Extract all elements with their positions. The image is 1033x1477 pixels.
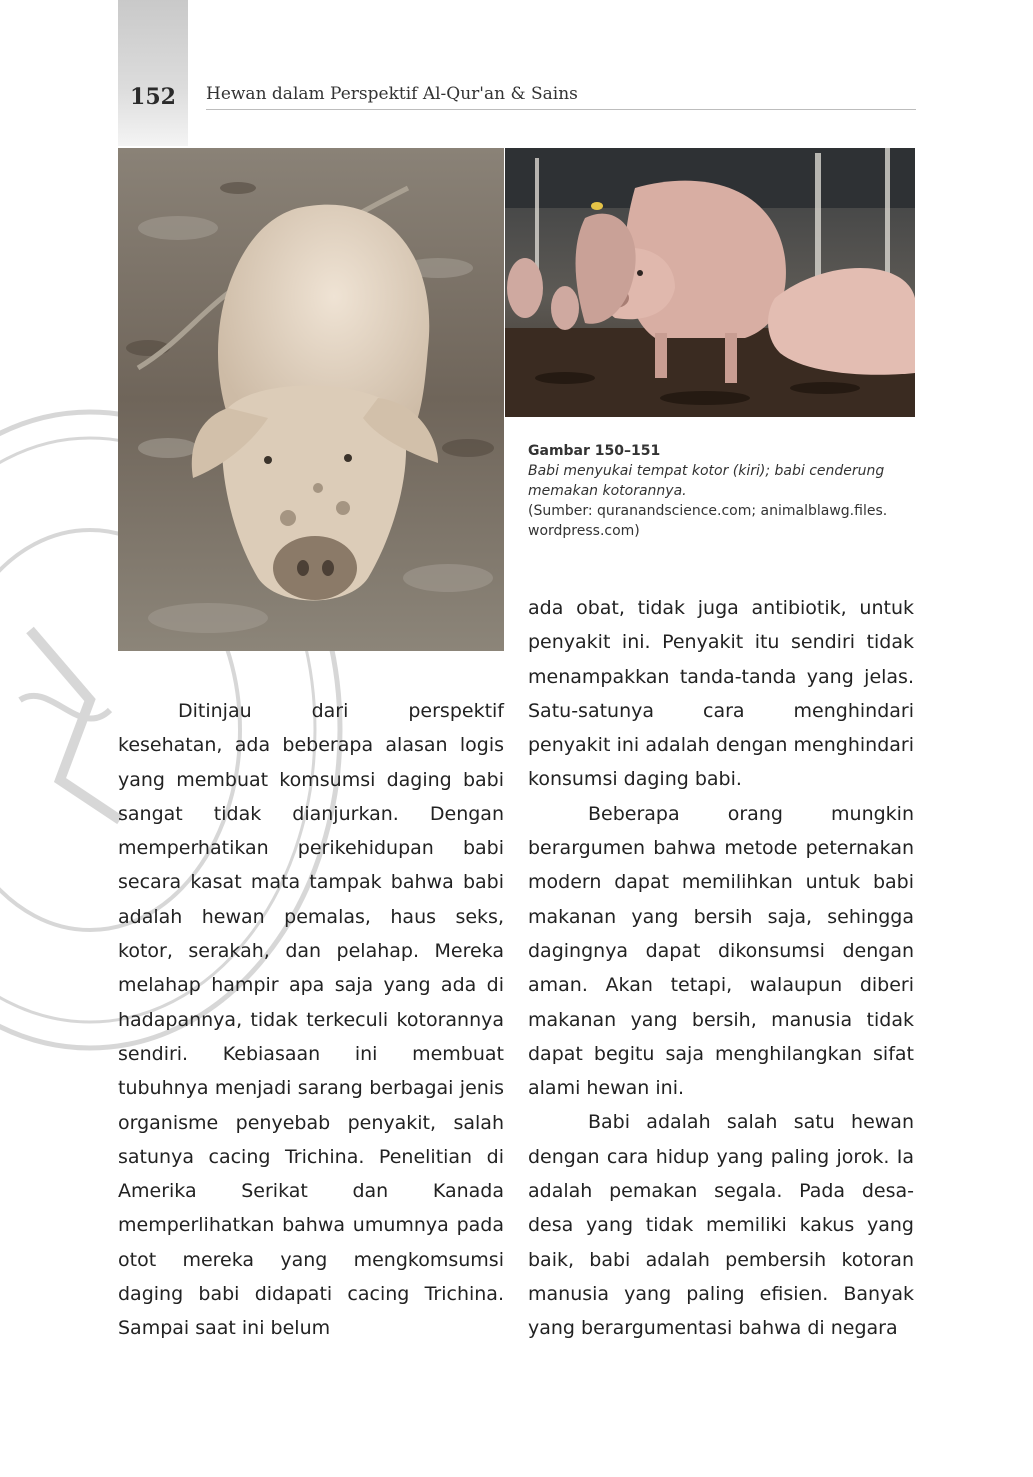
pig-in-mud-photo — [118, 148, 504, 651]
right-column — [528, 591, 914, 1346]
figure-caption — [528, 441, 918, 541]
running-title: Hewan dalam Perspektif Al-Qur'an & Sains — [206, 84, 578, 104]
pigs-in-barn-photo — [505, 148, 915, 417]
caption-title: Gambar 150–151 — [528, 443, 661, 459]
caption-text: Babi menyukai tempat kotor (kiri); babi cenderung memakan kotorannya. — [528, 463, 885, 499]
body-paragraph: Beberapa orang mungkin berargumen bahwa metode peternakan modern dapat memilihkan untuk babi makanan yang bersih saja, sehingga dagingnya dapat dikonsumsi dengan aman. Akan tetapi, walaupun diberi makanan yang bersih, manusia tidak dapat begitu saja menghilangkan sifat alami hewan ini. — [528, 802, 914, 1100]
left-column — [118, 694, 504, 1346]
body-paragraph: Babi adalah salah satu hewan dengan cara hidup yang paling jorok. Ia adalah pemakan segala. Pada desa-desa yang tidak memiliki kakus yang baik, babi adalah pembersih kotoran manusia yang paling efisien. Banyak yang berargumentasi bahwa di negara — [528, 1111, 914, 1340]
body-paragraph: Ditinjau dari perspektif kesehatan, ada beberapa alasan logis yang membuat komsumsi daging babi sangat tidak dianjurkan. Dengan memperhatikan perikehidupan babi secara kasat mata tampak bahwa babi adalah hewan pemalas, haus seks, kotor, serakah, dan pelahap. Mereka melahap hampir apa saja yang ada di hadapannya, tidak terkeculi kotorannya sendiri. Kebiasaan ini membuat tubuhnya menjadi sarang berbagai jenis organisme penyebab penyakit, salah satunya cacing Trichina. Penelitian di Amerika Serikat dan Kanada memperlihatkan bahwa umumnya pada otot mereka yang mengkomsumsi daging babi didapati cacing Trichina. Sampai saat ini belum — [118, 700, 504, 1340]
caption-source: (Sumber: quranandscience.com; animalblawg.files. wordpress.com) — [528, 503, 888, 539]
page-number-tab — [118, 0, 188, 146]
page-number: 152 — [130, 84, 176, 110]
body-paragraph: ada obat, tidak juga antibiotik, untuk penyakit ini. Penyakit itu sendiri tidak menampakkan tanda-tanda yang jelas. Satu-satunya cara menghindari penyakit ini adalah dengan menghindari konsumsi daging babi. — [528, 597, 914, 791]
header-divider — [206, 109, 916, 110]
